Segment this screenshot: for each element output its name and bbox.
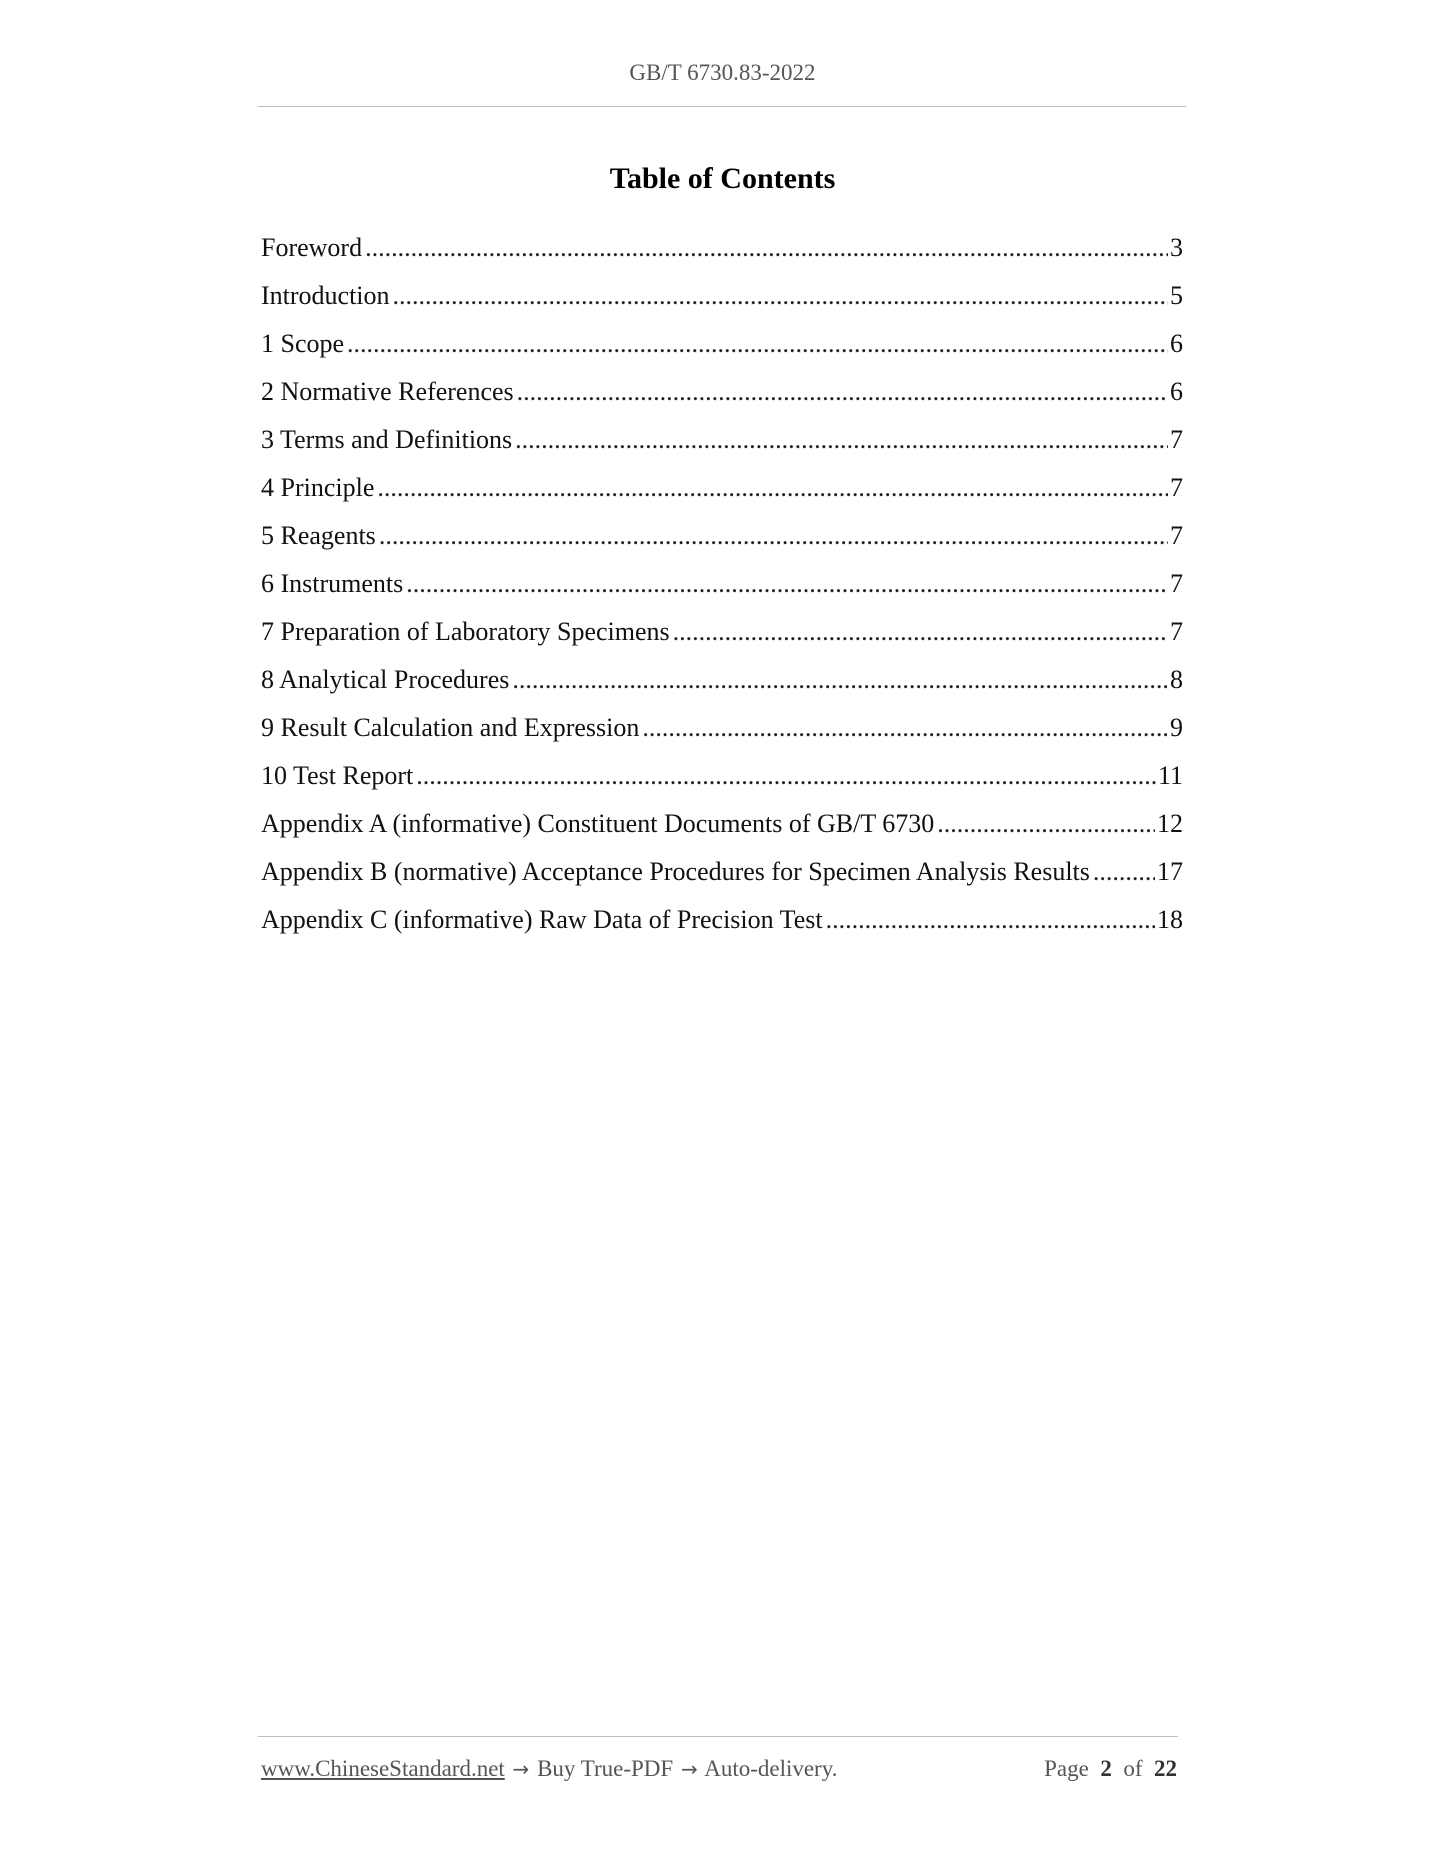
toc-entry-label: Appendix A (informative) Constituent Documents of GB/T 6730 xyxy=(261,809,935,838)
toc-entry-normative-references[interactable] xyxy=(261,372,1183,420)
toc-entry-appendix-b[interactable] xyxy=(261,852,1183,900)
dot-leader xyxy=(377,468,1168,508)
footer-promo xyxy=(261,1756,837,1782)
total-pages-number: 22 xyxy=(1154,1756,1177,1781)
right-arrow-icon: → xyxy=(512,1757,530,1781)
page-word: Page xyxy=(1044,1756,1089,1781)
dot-leader xyxy=(406,564,1168,604)
toc-entry-page: 7 xyxy=(1170,617,1183,646)
toc-entry-label: 7 Preparation of Laboratory Specimens xyxy=(261,617,670,646)
toc-entry-page: 9 xyxy=(1170,713,1183,742)
dot-leader xyxy=(517,372,1168,412)
toc-entry-result-calculation-and-expression[interactable] xyxy=(261,708,1183,756)
toc-list xyxy=(261,228,1183,948)
toc-entry-label: 1 Scope xyxy=(261,329,345,358)
toc-entry-page: 17 xyxy=(1157,857,1183,886)
footer-divider xyxy=(258,1736,1178,1737)
toc-entry-principle[interactable] xyxy=(261,468,1183,516)
dot-leader xyxy=(937,804,1155,844)
toc-entry-page: 7 xyxy=(1170,521,1183,550)
document-code: GB/T 6730.83-2022 xyxy=(629,60,816,85)
auto-delivery-text: Auto-delivery. xyxy=(704,1756,838,1781)
toc-entry-label: 5 Reagents xyxy=(261,521,376,550)
toc-entry-label: 8 Analytical Procedures xyxy=(261,665,510,694)
dot-leader xyxy=(512,660,1168,700)
toc-entry-page: 12 xyxy=(1157,809,1183,838)
dot-leader xyxy=(416,756,1156,796)
dot-leader xyxy=(642,708,1168,748)
toc-entry-label: 2 Normative References xyxy=(261,377,514,406)
toc-entry-page: 7 xyxy=(1170,473,1183,502)
site-link[interactable]: www.ChineseStandard.net xyxy=(261,1756,505,1781)
dot-leader xyxy=(379,516,1168,556)
dot-leader xyxy=(515,420,1168,460)
toc-entry-page: 18 xyxy=(1157,905,1183,934)
toc-entry-instruments[interactable] xyxy=(261,564,1183,612)
toc-entry-page: 6 xyxy=(1170,329,1183,358)
toc-entry-preparation-of-laboratory-specimens[interactable] xyxy=(261,612,1183,660)
toc-entry-page: 8 xyxy=(1170,665,1183,694)
toc-entry-label: 3 Terms and Definitions xyxy=(261,425,513,454)
toc-entry-scope[interactable] xyxy=(261,324,1183,372)
toc-entry-introduction[interactable] xyxy=(261,276,1183,324)
dot-leader xyxy=(365,228,1168,268)
toc-entry-label: Foreword xyxy=(261,233,363,262)
toc-entry-page: 5 xyxy=(1170,281,1183,310)
page-header xyxy=(0,60,1445,86)
toc-entry-page: 3 xyxy=(1170,233,1183,262)
toc-entry-analytical-procedures[interactable] xyxy=(261,660,1183,708)
dot-leader xyxy=(826,900,1155,940)
toc-entry-foreword[interactable] xyxy=(261,228,1183,276)
toc-entry-label: 4 Principle xyxy=(261,473,375,502)
toc-entry-page: 7 xyxy=(1170,569,1183,598)
toc-entry-label: Introduction xyxy=(261,281,390,310)
toc-entry-page: 11 xyxy=(1157,761,1183,790)
dot-leader xyxy=(673,612,1168,652)
toc-entry-page: 7 xyxy=(1170,425,1183,454)
right-arrow-icon: → xyxy=(680,1757,698,1781)
header-divider xyxy=(258,106,1186,107)
toc-title: Table of Contents xyxy=(609,162,836,195)
current-page-number: 2 xyxy=(1100,1756,1112,1781)
toc-entry-label: 9 Result Calculation and Expression xyxy=(261,713,640,742)
of-word: of xyxy=(1123,1756,1143,1781)
toc-entry-terms-and-definitions[interactable] xyxy=(261,420,1183,468)
toc-entry-reagents[interactable] xyxy=(261,516,1183,564)
dot-leader xyxy=(393,276,1168,316)
dot-leader xyxy=(347,324,1168,364)
toc-entry-appendix-c[interactable] xyxy=(261,900,1183,948)
toc-entry-label: 6 Instruments xyxy=(261,569,404,598)
buy-true-pdf-text: Buy True-PDF xyxy=(537,1756,674,1781)
toc-entry-label: Appendix B (normative) Acceptance Procedures for Specimen Analysis Results xyxy=(261,857,1090,886)
toc-entry-label: 10 Test Report xyxy=(261,761,414,790)
toc-entry-page: 6 xyxy=(1170,377,1183,406)
page-indicator xyxy=(1044,1756,1177,1782)
dot-leader xyxy=(1093,852,1155,892)
toc-entry-label: Appendix C (informative) Raw Data of Precision Test xyxy=(261,905,823,934)
toc-entry-appendix-a[interactable] xyxy=(261,804,1183,852)
toc-entry-test-report[interactable] xyxy=(261,756,1183,804)
